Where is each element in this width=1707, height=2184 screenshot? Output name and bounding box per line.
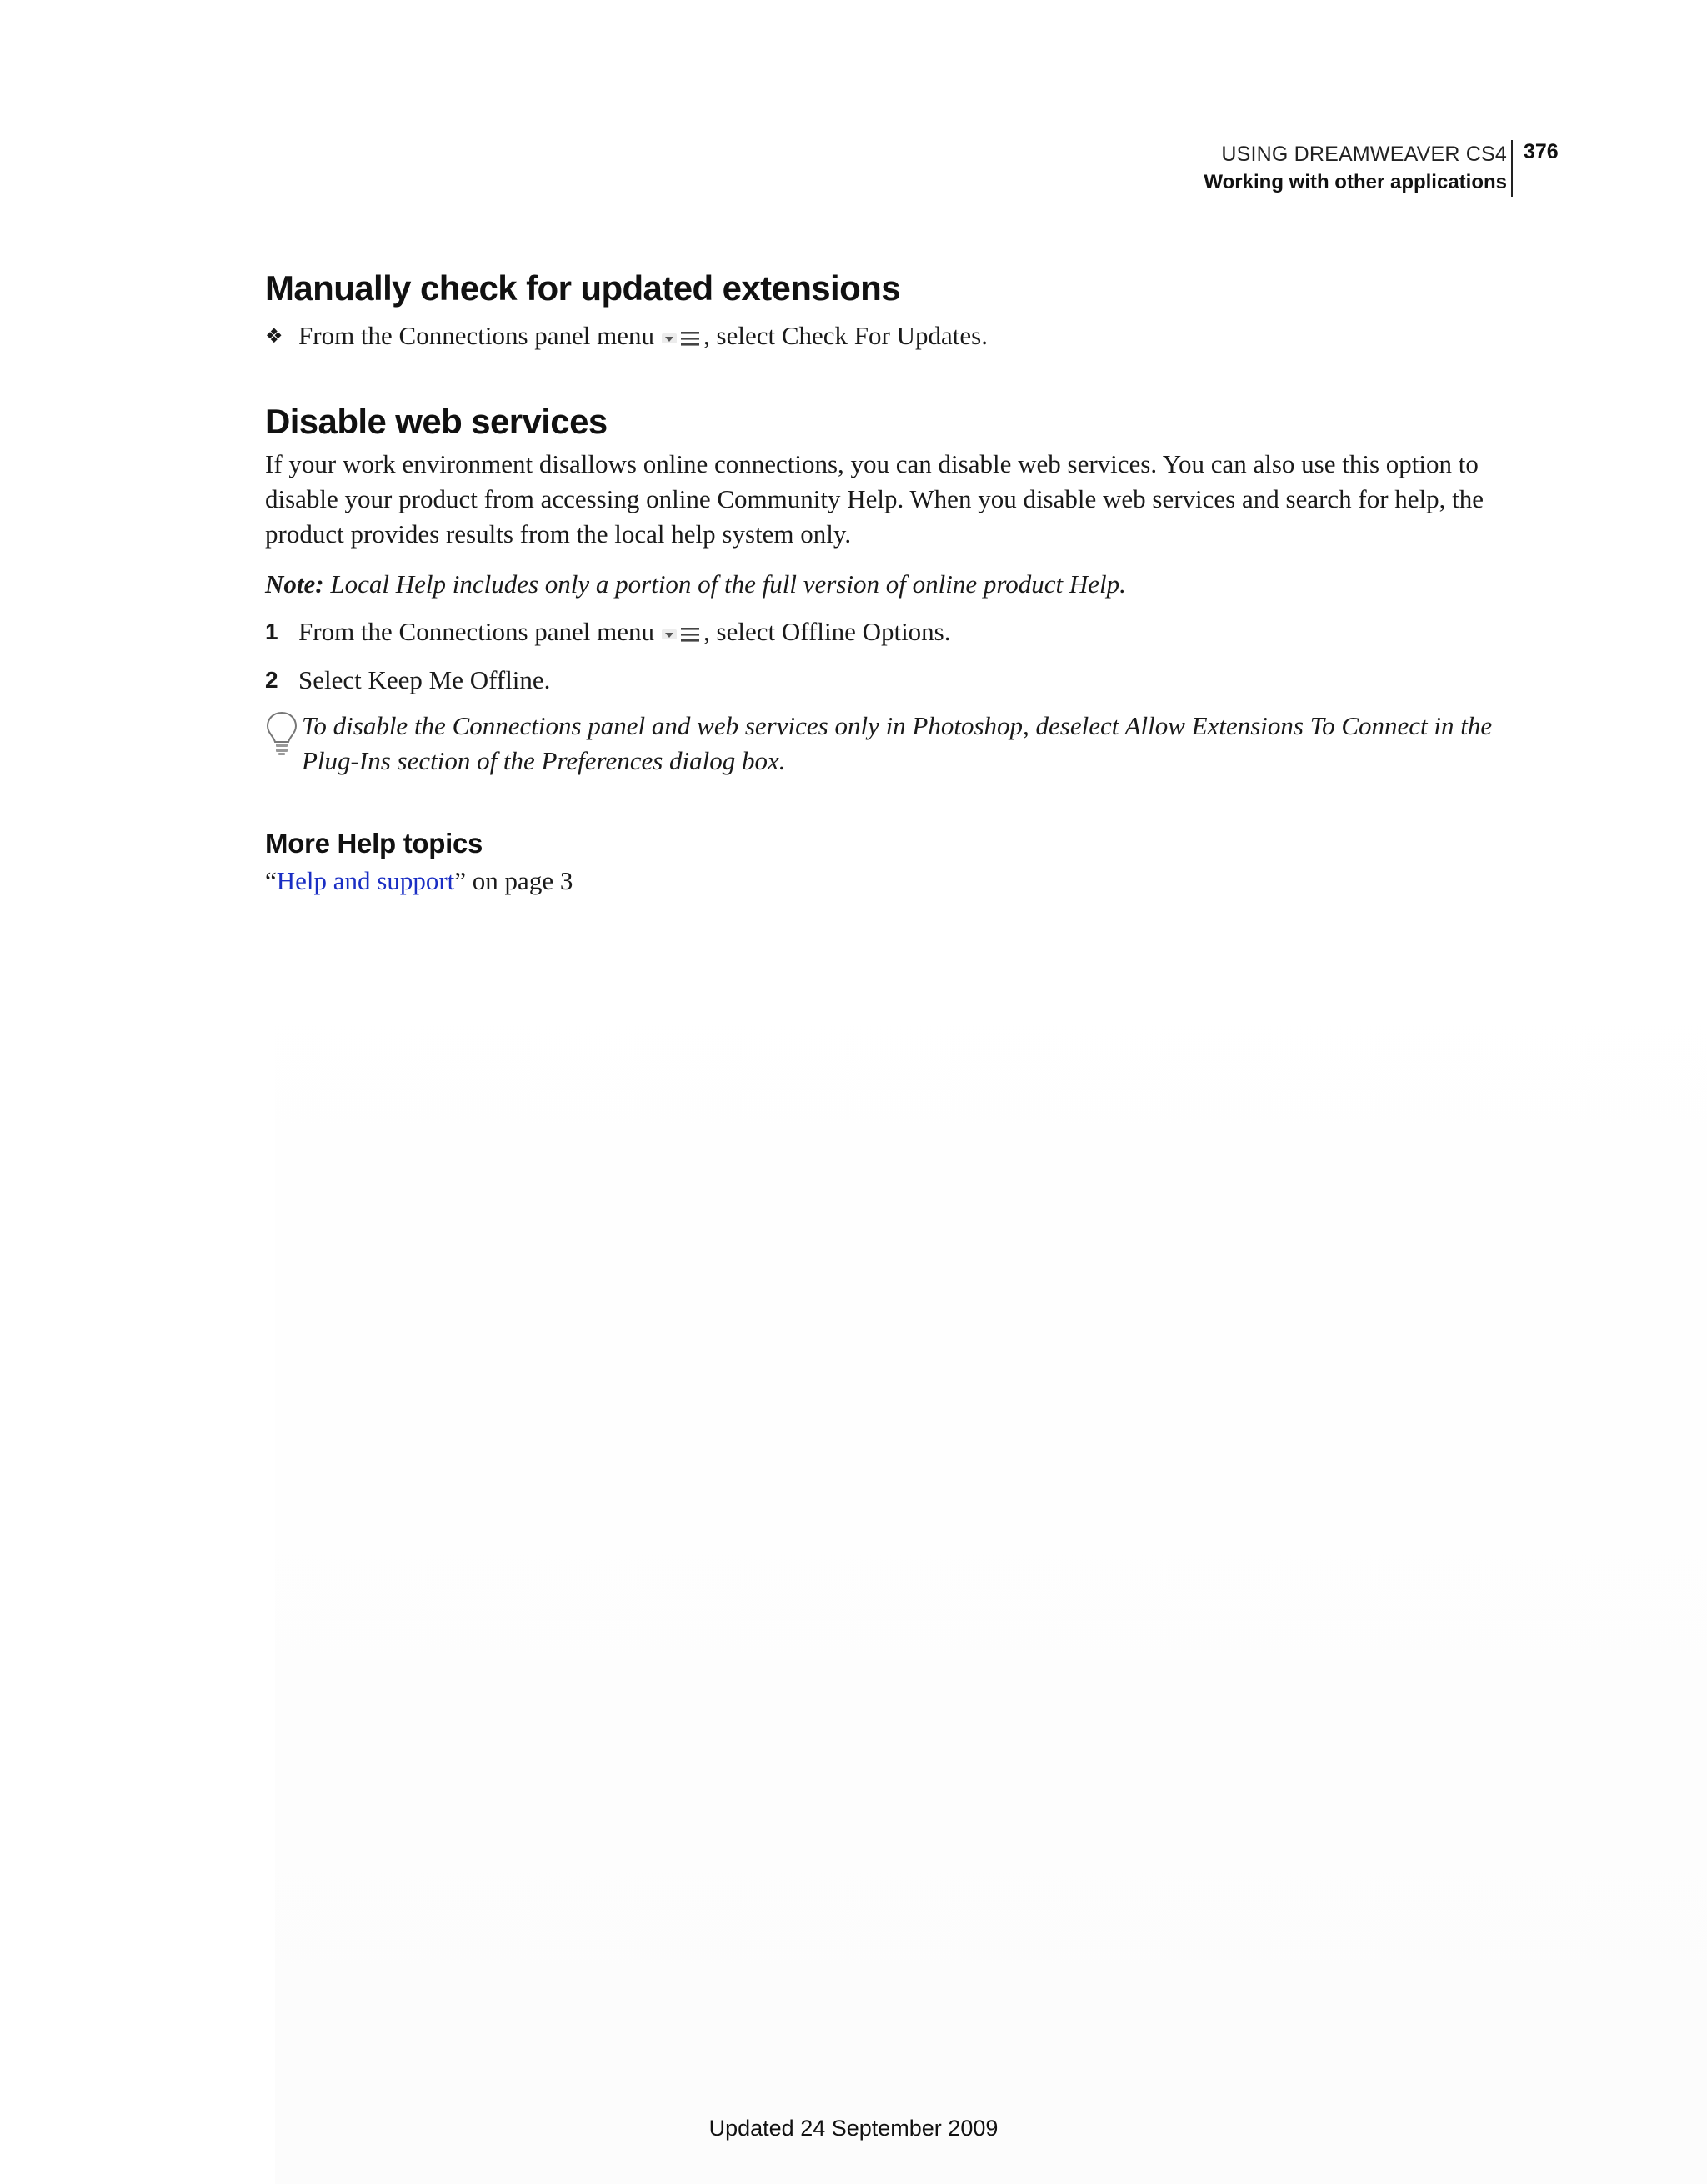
bullet-instruction bbox=[265, 317, 1512, 355]
help-and-support-link[interactable]: Help and support bbox=[276, 866, 455, 895]
more-help-heading: More Help topics bbox=[265, 828, 483, 859]
instruction-text: From the Connections panel menu bbox=[298, 321, 655, 350]
step-text: Select Keep Me Offline. bbox=[298, 665, 551, 694]
step-text: , select Offline Options. bbox=[703, 617, 951, 646]
body-paragraph: If your work environment disallows online connections, you can disable web services. You can also use this option to disable your product from accessing online Community Help. When you disable web services and search for help, the product provides results from the local help system only. bbox=[265, 449, 1484, 549]
chapter-title: Working with other applications bbox=[1204, 171, 1507, 193]
panel-menu-icon bbox=[661, 625, 701, 644]
diamond-bullet-icon: ❖ bbox=[265, 324, 283, 348]
page-reference: ” on page 3 bbox=[454, 866, 573, 895]
more-help-section bbox=[265, 824, 1512, 899]
page-content bbox=[265, 263, 1512, 899]
lightbulb-icon bbox=[265, 709, 302, 779]
step-item bbox=[265, 662, 1512, 699]
tip-block bbox=[265, 709, 1512, 779]
step-number: 2 bbox=[265, 667, 278, 693]
header-divider bbox=[1511, 140, 1513, 197]
page-number: 376 bbox=[1524, 140, 1559, 163]
panel-menu-icon bbox=[661, 329, 701, 348]
step-number: 1 bbox=[265, 619, 278, 644]
tip-text: To disable the Connections panel and web services only in Photoshop, deselect Allow Extensions To Connect in the Plug-Ins section of the Preferences dialog box. bbox=[302, 711, 1493, 775]
instruction-text: , select Check For Updates. bbox=[703, 321, 988, 350]
running-header bbox=[1204, 140, 1507, 197]
note-paragraph bbox=[265, 567, 1512, 602]
related-topic bbox=[265, 864, 1512, 899]
page-background bbox=[275, 917, 1707, 2184]
step-item bbox=[265, 614, 1512, 650]
section-heading-disable-web-services: Disable web services bbox=[265, 402, 608, 441]
step-text: From the Connections panel menu bbox=[298, 617, 655, 646]
book-title: USING DREAMWEAVER CS4 bbox=[1221, 143, 1507, 166]
open-quote: “ bbox=[265, 866, 277, 895]
note-label: Note: bbox=[265, 569, 324, 599]
note-text: Local Help includes only a portion of the full version of online product Help. bbox=[323, 569, 1126, 599]
footer-updated-date: Updated 24 September 2009 bbox=[708, 2116, 999, 2141]
section-heading-check-updates: Manually check for updated extensions bbox=[265, 268, 900, 308]
